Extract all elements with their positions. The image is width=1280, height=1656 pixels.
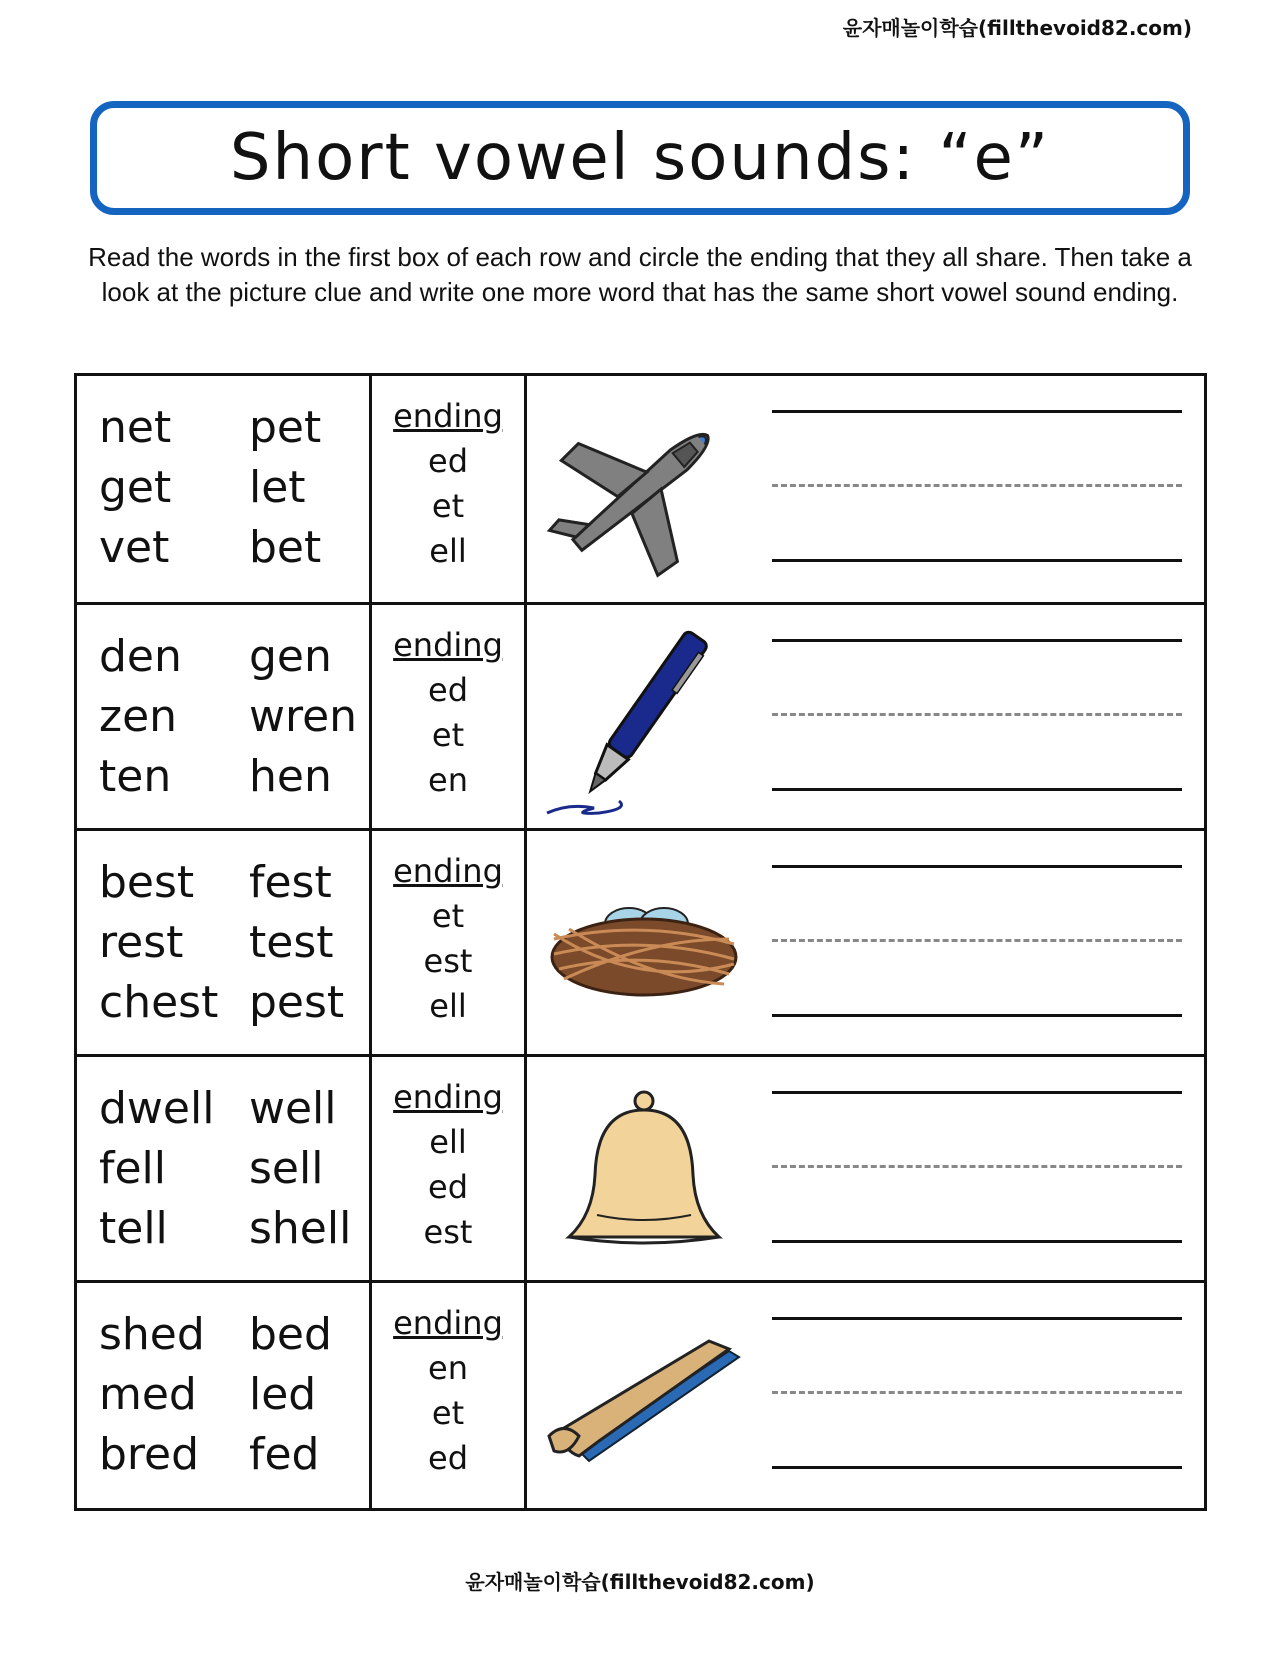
writing-line-middle <box>772 1391 1182 1394</box>
word: vet <box>99 522 170 573</box>
word: best <box>99 857 195 908</box>
word-box <box>77 831 372 1057</box>
word: sell <box>249 1143 324 1194</box>
word-column-2 <box>249 398 321 578</box>
word-column-1 <box>99 398 171 578</box>
worksheet-row-4 <box>77 1054 1204 1283</box>
writing-line-top <box>772 1091 1182 1094</box>
word-box <box>77 1057 372 1283</box>
ending-option[interactable]: ed <box>428 1439 468 1477</box>
ending-options <box>372 376 527 602</box>
ending-option[interactable]: en <box>428 761 468 799</box>
word: rest <box>99 917 184 968</box>
word-column-1 <box>99 1079 214 1259</box>
instructions: Read the words in the first box of each row and circle the ending that they all share. Then take a look at the picture clue and write one more word that has the same short vowel sound ending. <box>88 242 1192 307</box>
writing-lines[interactable] <box>772 376 1182 602</box>
writing-line-bottom <box>772 1014 1182 1017</box>
word: fed <box>249 1429 320 1480</box>
ending-option[interactable]: ed <box>428 442 468 480</box>
word: net <box>99 402 172 453</box>
ending-options <box>372 831 527 1057</box>
writing-line-bottom <box>772 559 1182 562</box>
word-box <box>77 1283 372 1509</box>
writing-line-top <box>772 639 1182 642</box>
word: bred <box>99 1429 200 1480</box>
word: fest <box>249 857 332 908</box>
worksheet-row-2 <box>77 602 1204 831</box>
word: den <box>99 631 182 682</box>
word-column-2 <box>249 627 357 807</box>
ending-option[interactable]: ell <box>429 987 467 1025</box>
worksheet-row-5 <box>77 1280 1204 1509</box>
word-column-2 <box>249 1079 351 1259</box>
header-credit: 윤자매놀이학습(fillthevoid82.com) <box>842 16 1192 40</box>
ending-option[interactable]: ed <box>428 671 468 709</box>
writing-line-middle <box>772 484 1182 487</box>
word: med <box>99 1369 197 1420</box>
ending-header: ending <box>393 397 503 435</box>
word: dwell <box>99 1083 215 1134</box>
writing-line-middle <box>772 713 1182 716</box>
nest-icon <box>539 839 749 1049</box>
word: well <box>249 1083 337 1134</box>
word: shell <box>249 1203 352 1254</box>
word: wren <box>249 691 358 742</box>
writing-line-bottom <box>772 1466 1182 1469</box>
ending-option[interactable]: et <box>431 487 465 525</box>
writing-line-bottom <box>772 788 1182 791</box>
word-box <box>77 376 372 602</box>
ending-option[interactable]: ell <box>429 1123 467 1161</box>
word: bet <box>249 522 322 573</box>
word: tell <box>99 1203 168 1254</box>
word: fell <box>99 1143 167 1194</box>
writing-line-middle <box>772 1165 1182 1168</box>
ending-option[interactable]: et <box>431 1394 465 1432</box>
writing-lines[interactable] <box>772 831 1182 1057</box>
word: zen <box>99 691 178 742</box>
worksheet-row-3 <box>77 828 1204 1057</box>
word: test <box>249 917 334 968</box>
writing-line-top <box>772 1317 1182 1320</box>
ending-options <box>372 605 527 831</box>
word-box <box>77 605 372 831</box>
ending-option[interactable]: est <box>423 942 473 980</box>
sled-icon <box>539 1291 749 1501</box>
ending-option[interactable]: et <box>431 897 465 935</box>
writing-lines[interactable] <box>772 1057 1182 1283</box>
worksheet-row-1 <box>77 376 1204 602</box>
ending-option[interactable]: est <box>423 1213 473 1251</box>
word-column-1 <box>99 853 218 1033</box>
ending-header: ending <box>393 1078 503 1116</box>
writing-line-middle <box>772 939 1182 942</box>
page-title: Short vowel sounds: “e” <box>229 121 1051 195</box>
ending-options <box>372 1283 527 1509</box>
worksheet-table <box>74 373 1207 1511</box>
word: get <box>99 462 172 513</box>
word: shed <box>99 1309 205 1360</box>
word: pest <box>249 977 345 1028</box>
word: chest <box>99 977 219 1028</box>
pen-icon <box>539 613 749 823</box>
writing-lines[interactable] <box>772 1283 1182 1509</box>
ending-options <box>372 1057 527 1283</box>
word: led <box>249 1369 317 1420</box>
word-column-1 <box>99 627 182 807</box>
ending-option[interactable]: et <box>431 716 465 754</box>
ending-option[interactable]: ed <box>428 1168 468 1206</box>
title-box <box>90 101 1190 215</box>
word: let <box>249 462 306 513</box>
ending-option[interactable]: en <box>428 1349 468 1387</box>
writing-line-top <box>772 410 1182 413</box>
bell-icon <box>539 1065 749 1275</box>
ending-header: ending <box>393 626 503 664</box>
word: ten <box>99 751 172 802</box>
word: hen <box>249 751 332 802</box>
writing-line-bottom <box>772 1240 1182 1243</box>
writing-line-top <box>772 865 1182 868</box>
word-column-2 <box>249 1305 332 1485</box>
footer-credit: 윤자매놀이학습(fillthevoid82.com) <box>465 1570 815 1594</box>
word: gen <box>249 631 332 682</box>
word: bed <box>249 1309 332 1360</box>
ending-header: ending <box>393 1304 503 1342</box>
word-column-1 <box>99 1305 205 1485</box>
word: pet <box>249 402 322 453</box>
writing-lines[interactable] <box>772 605 1182 831</box>
ending-header: ending <box>393 852 503 890</box>
jet-plane-icon <box>539 384 749 594</box>
ending-option[interactable]: ell <box>429 532 467 570</box>
word-column-2 <box>249 853 344 1033</box>
